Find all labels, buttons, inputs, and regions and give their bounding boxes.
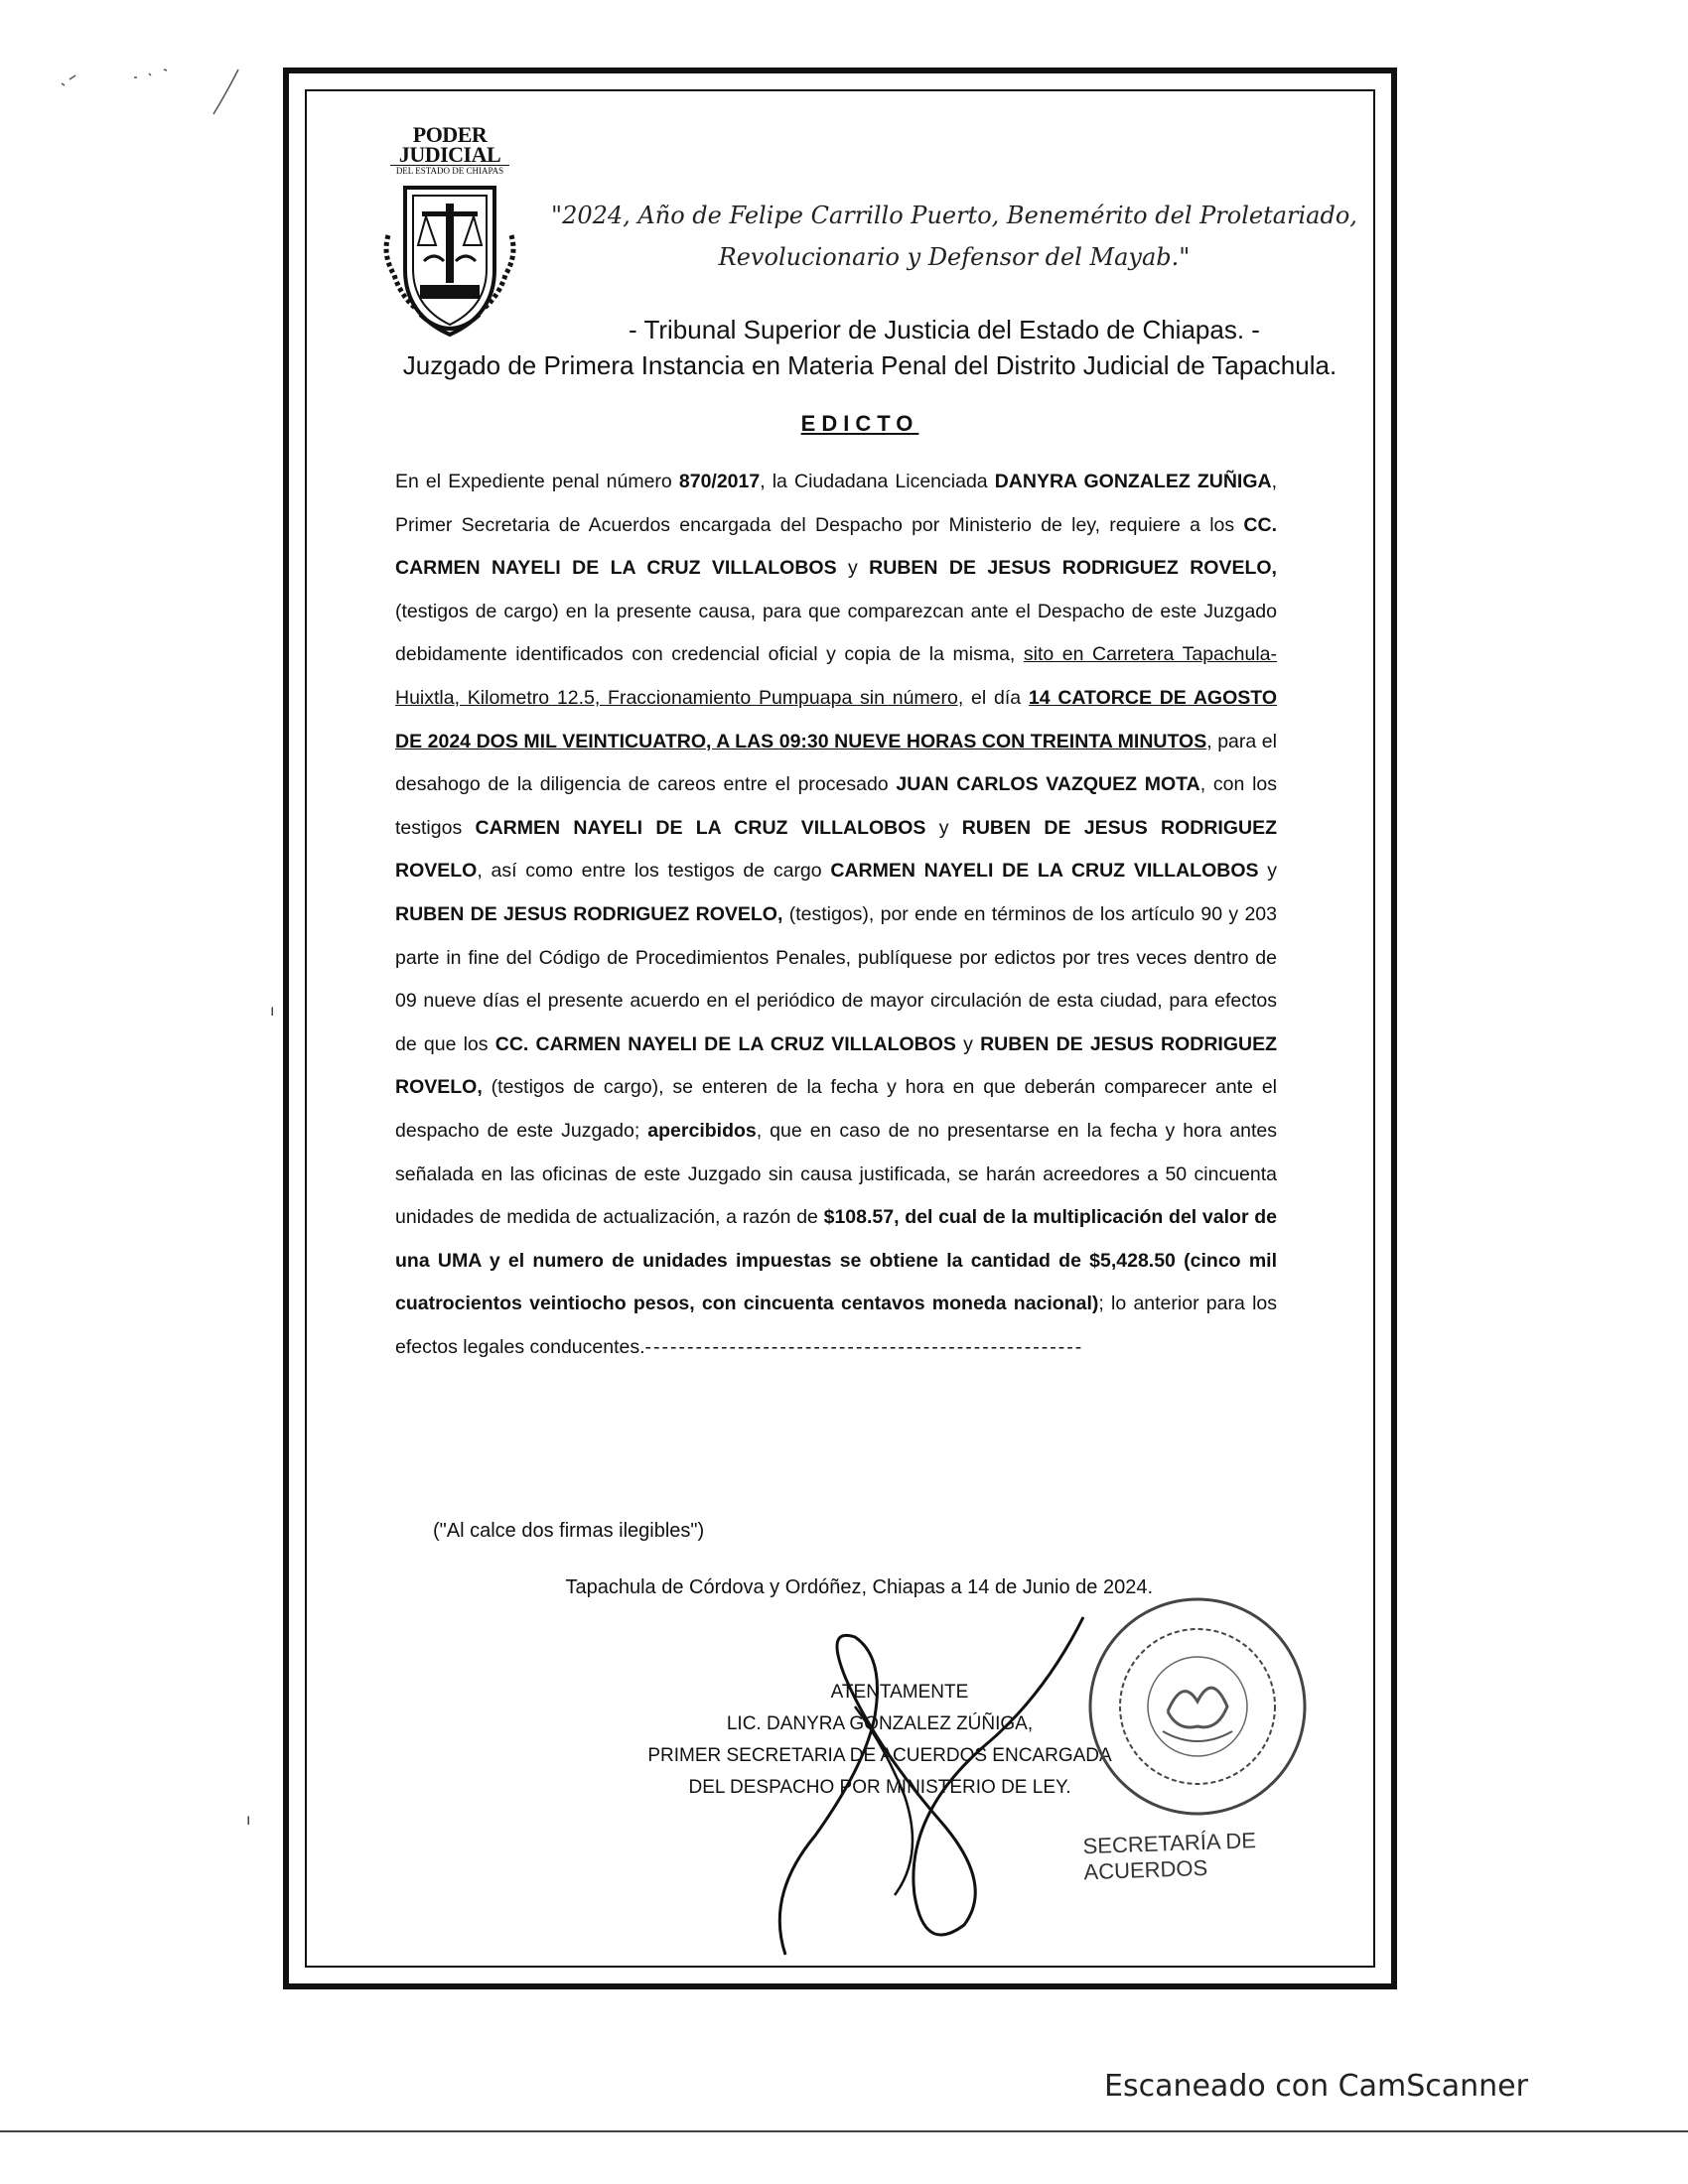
body-text: (testigos), por ende en términos de los artículo 90 y 203 parte in fine del Código de Procedimientos Penales, publíquese por edictos por tres veces dentro de 09 nueve días el presente acuerdo en el periódico de mayor circulación de esta ciudad, para efectos de que los bbox=[395, 902, 1277, 1055]
court-heading bbox=[289, 312, 1391, 383]
year-motto bbox=[517, 195, 1391, 278]
document-title: EDICTO bbox=[800, 411, 919, 436]
body-text: , la Ciudadana Licenciada bbox=[760, 471, 995, 492]
judicial-logo bbox=[380, 122, 519, 324]
camscanner-watermark: Escaneado con CamScanner bbox=[1104, 2069, 1528, 2104]
signer-role-line-2: DEL DESPACHO POR MINISTERIO DE LEY. bbox=[688, 1777, 1071, 1798]
handwritten-signature bbox=[726, 1597, 1103, 1975]
body-text: y bbox=[1258, 860, 1277, 883]
body-text: (testigos de cargo), se enteren de la fecha y hora en que deberán comparecer ante el despacho de este Juzgado; bbox=[395, 1076, 1277, 1142]
court-line-2: Juzgado de Primera Instancia en Materia Penal del Distrito Judicial de Tapachula. bbox=[402, 350, 1337, 380]
body-text: , con los testigos bbox=[395, 773, 1277, 839]
scan-bottom-line bbox=[0, 2130, 1688, 2132]
witness-name: RUBEN DE JESUS RODRIGUEZ ROVELO bbox=[395, 816, 1277, 883]
body-text: , que en caso de no presentarse en la fecha y hora antes señalada en las oficinas de este Juzgado sin causa justificada, se harán acreedores a 50 cincuenta unidades de medida de actualización, a razón de bbox=[395, 1119, 1277, 1229]
place-and-date: Tapachula de Córdova y Ordóñez, Chiapas a 14 de Junio de 2024. bbox=[565, 1576, 1153, 1598]
defendant-name: JUAN CARLOS VAZQUEZ MOTA bbox=[896, 773, 1200, 796]
witness-name: CARMEN NAYELI DE LA CRUZ VILLALOBOS bbox=[475, 816, 926, 839]
motto-line-1: "2024, Año de Felipe Carrillo Puerto, Benemérito del Proletariado, bbox=[551, 202, 1357, 229]
witness-name: CARMEN NAYELI DE LA CRUZ VILLALOBOS bbox=[830, 860, 1259, 883]
secretary-name: DANYRA GONZALEZ ZUÑIGA bbox=[994, 471, 1272, 492]
witness-name: RUBEN DE JESUS RODRIGUEZ ROVELO, bbox=[395, 902, 783, 925]
body-text: y bbox=[836, 557, 870, 580]
scan-artifact-marks bbox=[40, 40, 278, 119]
signatures-note: ("Al calce dos firmas ilegibles") bbox=[433, 1520, 705, 1542]
warning-word: apercibidos bbox=[647, 1119, 757, 1142]
body-text: , Primer Secretaria de Acuerdos encargada del Despacho por Ministerio de ley, requiere a los bbox=[395, 471, 1277, 536]
court-line-1: - Tribunal Superior de Justicia del Estado de Chiapas. - bbox=[629, 315, 1260, 344]
witness-name: CC. CARMEN NAYELI DE LA CRUZ VILLALOBOS bbox=[395, 513, 1277, 580]
body-text: En el Expediente penal número bbox=[395, 471, 679, 492]
logo-subtitle: DEL ESTADO DE CHIAPAS bbox=[390, 165, 509, 176]
closing: ATENTAMENTE bbox=[830, 1682, 969, 1703]
body-text: el día bbox=[963, 686, 1029, 709]
signer-name: LIC. DANYRA GONZALEZ ZÚÑIGA, bbox=[726, 1713, 1034, 1734]
court-seal-stamp bbox=[1083, 1592, 1312, 1821]
witness-name: RUBEN DE JESUS RODRIGUEZ ROVELO, bbox=[869, 557, 1277, 580]
case-number: 870/2017 bbox=[678, 471, 761, 492]
body-text: ; lo anterior para los efectos legales conducentes. bbox=[395, 1293, 1277, 1358]
seal-label: SECRETARÍA DE ACUERDOS bbox=[1082, 1828, 1257, 1885]
body-text: , para el desahogo de la diligencia de careos entre el procesado bbox=[395, 730, 1277, 796]
body-text: , así como entre los testigos de cargo bbox=[477, 860, 831, 883]
signer-role-line-1: PRIMER SECRETARIA DE ACUERDOS ENCARGADA bbox=[647, 1745, 1112, 1766]
witness-name: CC. CARMEN NAYELI DE LA CRUZ VILLALOBOS bbox=[494, 1032, 956, 1055]
address: sito en Carretera Tapachula-Huixtla, Kilometro 12.5, Fraccionamiento Pumpuapa sin número, bbox=[395, 643, 1277, 709]
body-text: (testigos de cargo) en la presente causa, para que comparezcan ante el Despacho de este Juzgado debidamente identificados con credencial oficial y copia de la misma, bbox=[395, 600, 1277, 666]
margin-mark: ı bbox=[246, 1812, 251, 1829]
hearing-date: 14 CATORCE DE AGOSTO DE 2024 DOS MIL VEINTICUATRO, A LAS 09:30 NUEVE HORAS CON TREINTA MINUTOS bbox=[395, 686, 1277, 752]
fill-dashes: ---------------------------------------------------- bbox=[644, 1335, 1084, 1358]
fine-amount: $108.57, del cual de la multiplicación del valor de una UMA y el numero de unidades impuestas se obtiene la cantidad de $5,428.50 (cinco mil cuatrocientos veintiocho pesos, con cincuenta centavos moneda nacional) bbox=[395, 1206, 1277, 1315]
body-text: y bbox=[925, 816, 962, 839]
motto-line-2: Revolucionario y Defensor del Mayab." bbox=[718, 243, 1191, 271]
witness-name: RUBEN DE JESUS RODRIGUEZ ROVELO, bbox=[395, 1032, 1278, 1099]
logo-title: PODER JUDICIAL bbox=[398, 122, 501, 167]
document-border bbox=[283, 68, 1397, 1989]
body-text: y bbox=[955, 1032, 981, 1055]
edict-body bbox=[395, 461, 1277, 1369]
margin-mark: ı bbox=[270, 1003, 275, 1020]
